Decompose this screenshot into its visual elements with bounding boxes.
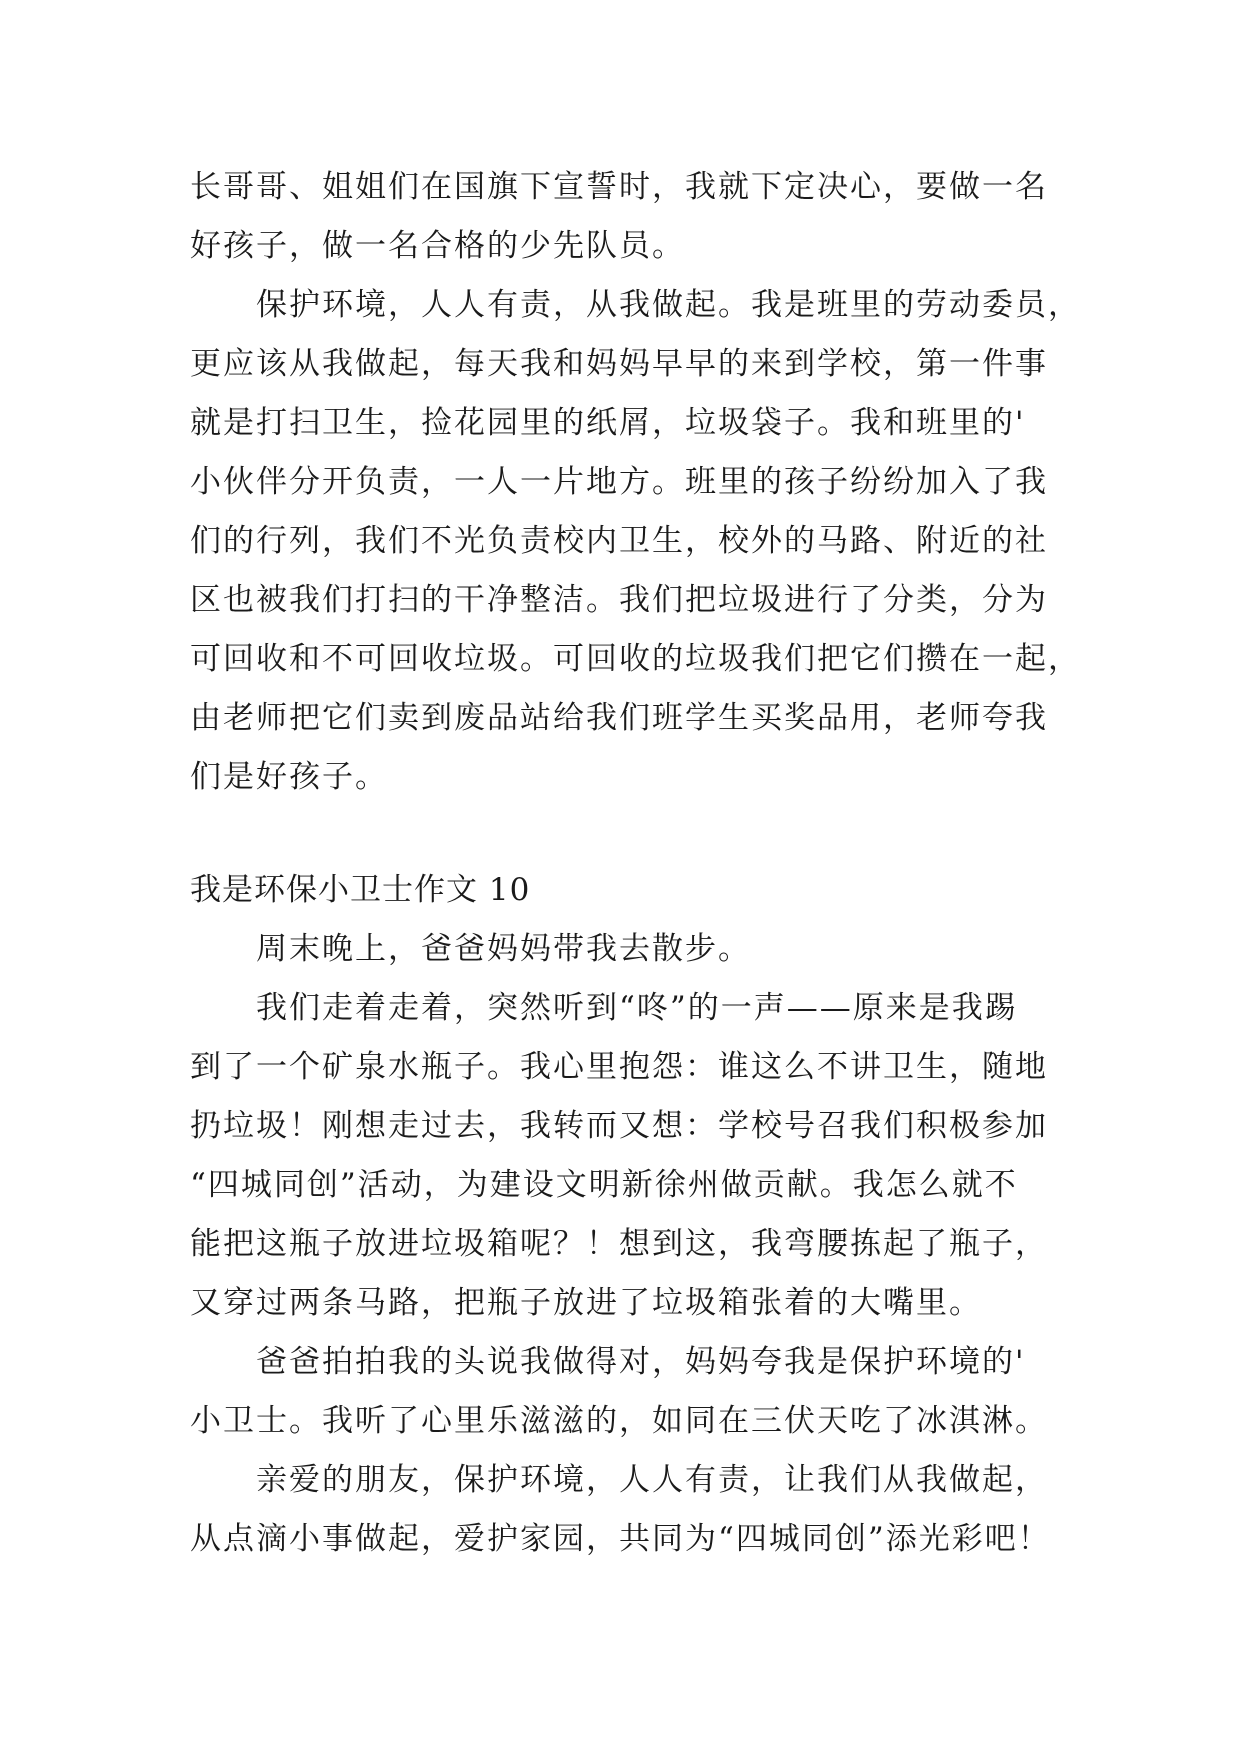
text-line: 爸爸拍拍我的头说我做得对，妈妈夸我是保护环境的' — [256, 1344, 1026, 1380]
text-line: 长哥哥、姐姐们在国旗下宣誓时，我就下定决心，要做一名 — [190, 169, 1048, 205]
text-line: 们的行列，我们不光负责校内卫生，校外的马路、附近的社 — [190, 523, 1048, 559]
text-line: 由老师把它们卖到废品站给我们班学生买奖品用，老师夸我 — [190, 700, 1048, 736]
text-line: 就是打扫卫生，捡花园里的纸屑，垃圾袋子。我和班里的' — [190, 405, 1026, 441]
text-line: 又穿过两条马路，把瓶子放进了垃圾箱张着的大嘴里。 — [190, 1285, 982, 1321]
text-line: 保护环境，人人有责，从我做起。我是班里的劳动委员， — [256, 287, 1081, 323]
text-line: 扔垃圾！刚想走过去，我转而又想：学校号召我们积极参加 — [190, 1108, 1048, 1144]
document-body — [190, 158, 1081, 1569]
text-line: 从点滴小事做起，爱护家园，共同为“四城同创”添光彩吧！ — [190, 1521, 1051, 1557]
text-line: 亲爱的朋友，保护环境，人人有责，让我们从我做起， — [256, 1462, 1048, 1498]
paragraph-weekend-walk — [190, 920, 1062, 979]
text-line: 们是好孩子。 — [190, 759, 388, 795]
text-line: 能把这瓶子放进垃圾箱呢？！想到这，我弯腰拣起了瓶子， — [190, 1226, 1048, 1262]
paragraph-bottle — [190, 979, 1062, 1333]
paragraph-closing — [190, 1451, 1062, 1569]
text-line: 可回收和不可回收垃圾。可回收的垃圾我们把它们攒在一起， — [190, 641, 1081, 677]
text-line: 我们走着走着，突然听到“咚”的一声——原来是我踢 — [256, 990, 1018, 1026]
text-line: 好孩子，做一名合格的少先队员。 — [190, 228, 685, 264]
text-line: 更应该从我做起，每天我和妈妈早早的来到学校，第一件事 — [190, 346, 1048, 382]
text-line: 小伙伴分开负责，一人一片地方。班里的孩子纷纷加入了我 — [190, 464, 1048, 500]
text-line: 到了一个矿泉水瓶子。我心里抱怨：谁这么不讲卫生，随地 — [190, 1049, 1048, 1085]
paragraph-praise — [190, 1333, 1062, 1451]
paragraph-environment-duty — [190, 276, 1081, 807]
text-line: “四城同创”活动，为建设文明新徐州做贡献。我怎么就不 — [190, 1167, 1018, 1203]
section-gap — [190, 807, 1062, 861]
text-line: 周末晚上，爸爸妈妈带我去散步。 — [256, 931, 751, 967]
essay-heading: 我是环保小卫士作文 10 — [190, 872, 531, 908]
text-line: 区也被我们打扫的干净整洁。我们把垃圾进行了分类，分为 — [190, 582, 1048, 618]
paragraph-continued — [190, 158, 1062, 276]
text-line: 小卫士。我听了心里乐滋滋的，如同在三伏天吃了冰淇淋。 — [190, 1403, 1048, 1439]
